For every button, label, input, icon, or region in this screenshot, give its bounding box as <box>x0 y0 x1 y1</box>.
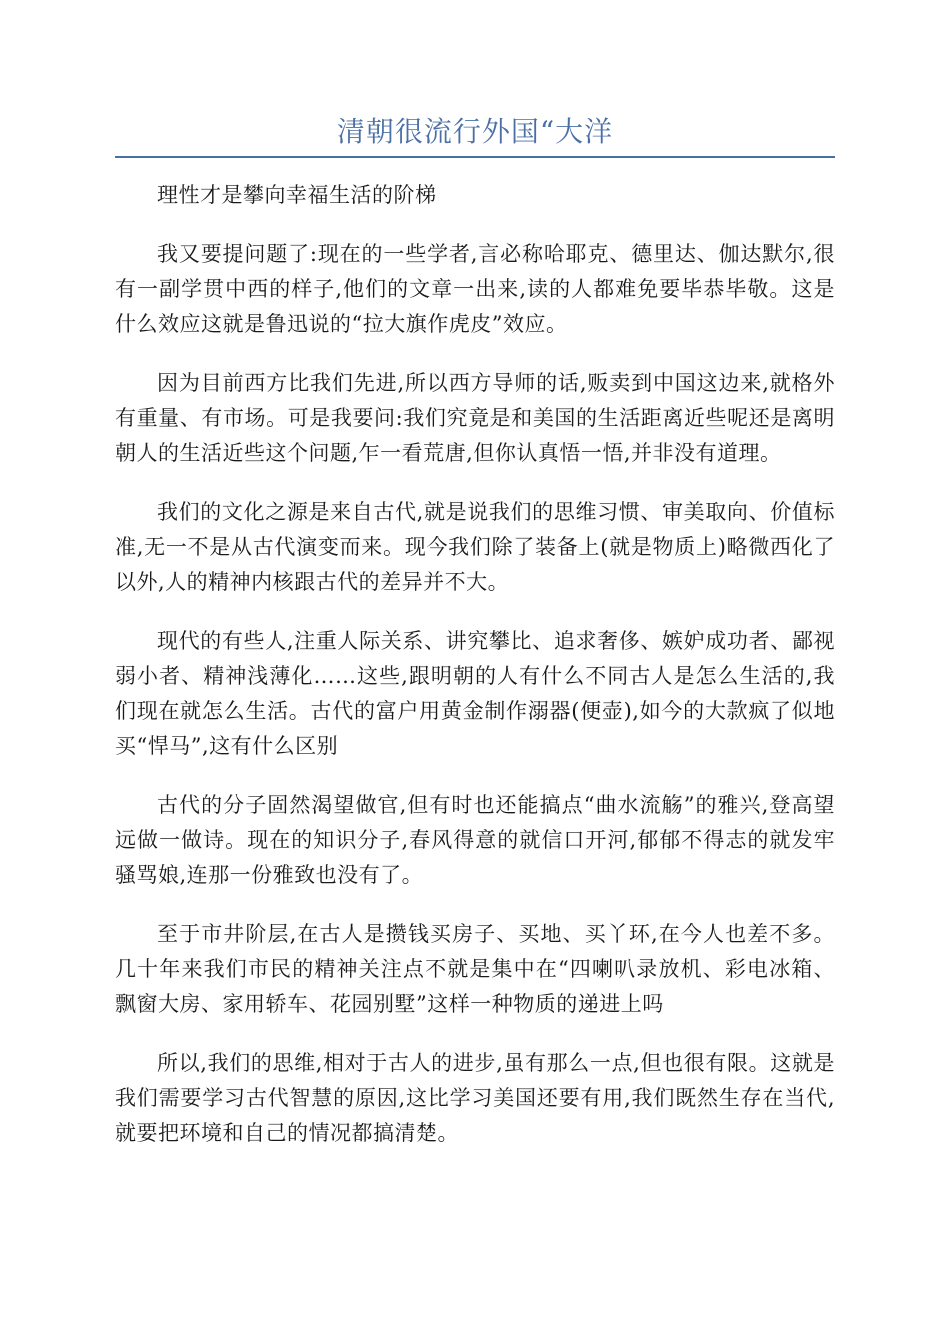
page-title: 清朝很流行外国“大洋 <box>336 115 614 148</box>
paragraph: 古代的分子固然渴望做官,但有时也还能搞点“曲水流觞”的雅兴,登高望远做一做诗。现在的知识分子,春风得意的就信口开河,郁郁不得志的就发牢骚骂娘,连那一份雅致也没有了。 <box>115 793 835 887</box>
paragraph: 至于市井阶层,在古人是攒钱买房子、买地、买丫环,在今人也差不多。几十年来我们市民的精神关注点不就是集中在“四喇叭录放机、彩电冰箱、飘窗大房、家用轿车、花园别墅”这样一种物质的递进上吗 <box>115 922 835 1016</box>
paragraph: 我又要提问题了:现在的一些学者,言必称哈耶克、德里达、伽达默尔,很有一副学贯中西的样子,他们的文章一出来,读的人都难免要毕恭毕敬。这是什么效应这就是鲁迅说的“拉大旗作虎皮”效应。 <box>115 242 835 336</box>
paragraph: 我们的文化之源是来自古代,就是说我们的思维习惯、审美取向、价值标准,无一不是从古代演变而来。现今我们除了装备上(就是物质上)略微西化了以外,人的精神内核跟古代的差异并不大。 <box>115 500 835 594</box>
paragraph: 现代的有些人,注重人际关系、讲究攀比、追求奢侈、嫉妒成功者、鄙视弱小者、精神浅薄化……这些,跟明朝的人有什么不同古人是怎么生活的,我们现在就怎么生活。古代的富户用黄金制作溺器(便壶),如今的大款疯了似地买“悍马”,这有什么区别 <box>115 629 835 758</box>
paragraph: 理性才是攀向幸福生活的阶梯 <box>157 183 437 207</box>
title-block <box>115 112 835 158</box>
paragraph: 因为目前西方比我们先进,所以西方导师的话,贩卖到中国这边来,就格外有重量、有市场。可是我要问:我们究竟是和美国的生活距离近些呢还是离明朝人的生活近些这个问题,乍一看荒唐,但你认真悟一悟,并非没有道理。 <box>115 371 835 465</box>
paragraph: 所以,我们的思维,相对于古人的进步,虽有那么一点,但也很有限。这就是我们需要学习古代智慧的原因,这比学习美国还要有用,我们既然生存在当代,就要把环境和自己的情况都搞清楚。 <box>115 1051 835 1145</box>
document-body <box>115 178 835 1175</box>
